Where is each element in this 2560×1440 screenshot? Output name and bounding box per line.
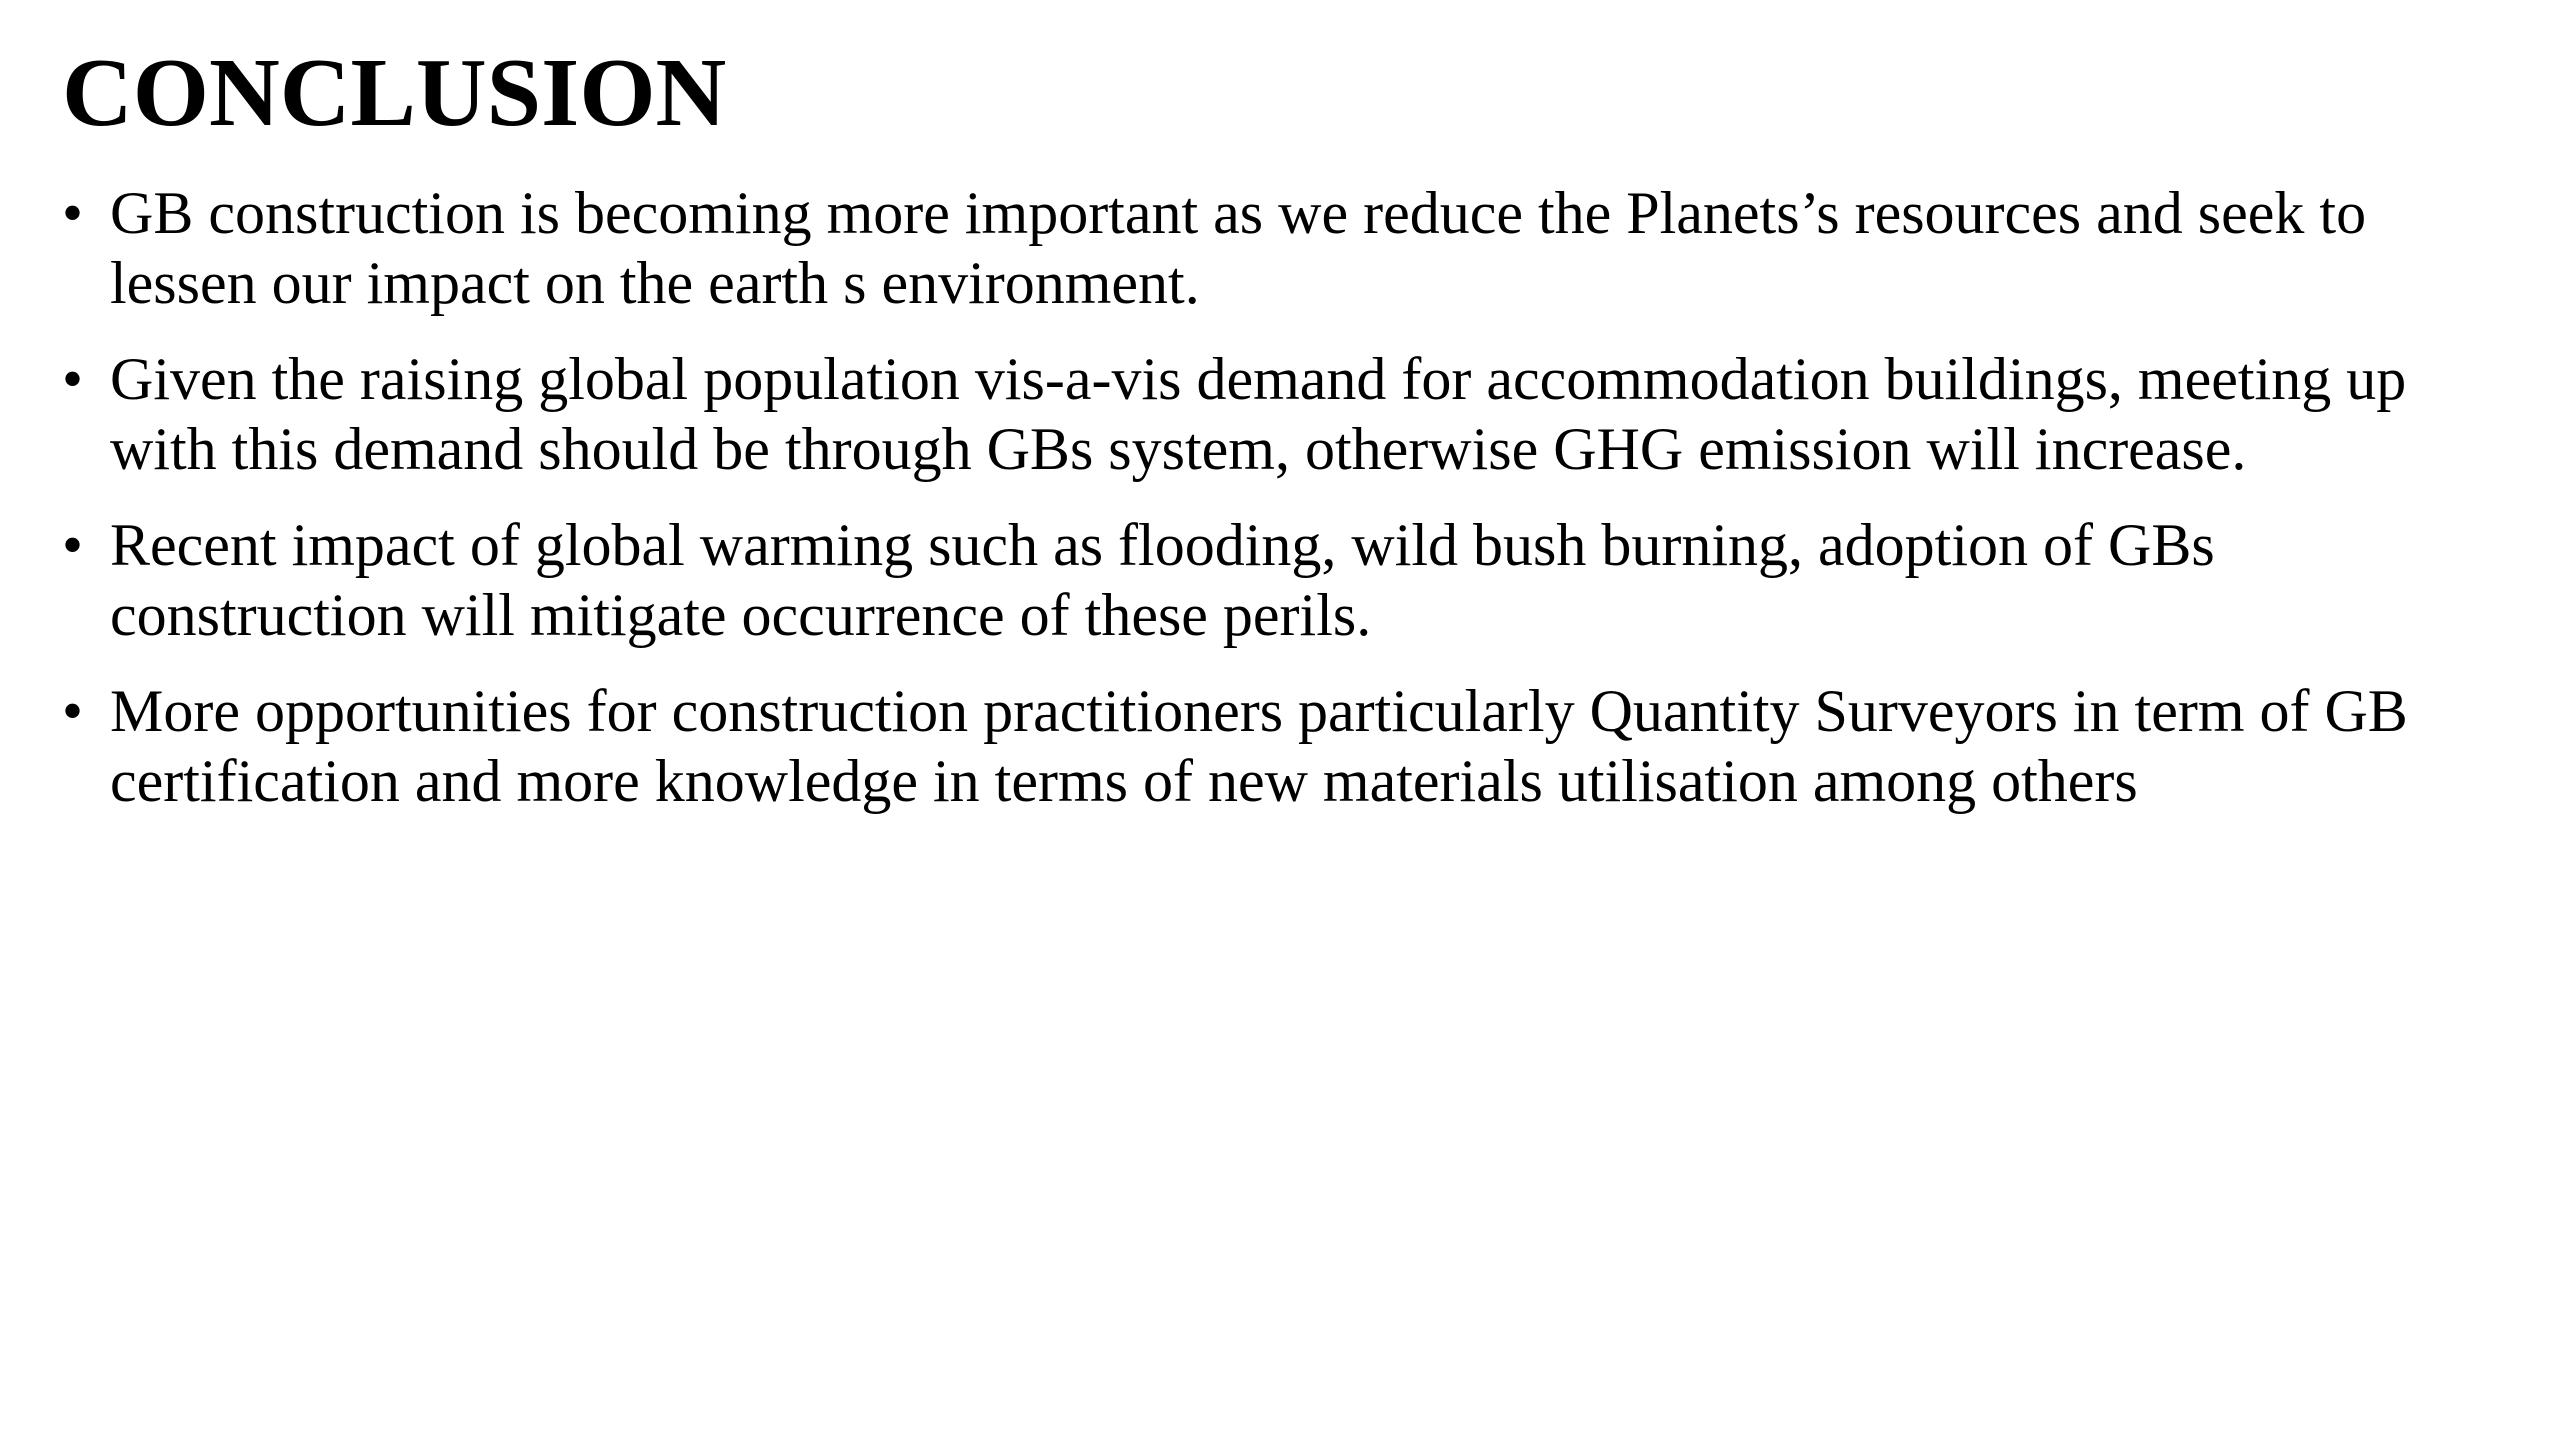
- list-item: [62, 344, 2462, 484]
- list-item: [62, 510, 2462, 650]
- bullet-text: Given the raising global population vis-a-vis demand for accommodation buildings, meeting up with this demand should be through GBs system, otherwise GHG emission will increase.: [110, 346, 2407, 482]
- bullet-icon: •: [62, 346, 84, 412]
- bullet-list: [62, 178, 2462, 842]
- list-item: [62, 676, 2462, 816]
- slide-title: CONCLUSION: [62, 39, 727, 147]
- bullet-icon: •: [62, 512, 84, 578]
- bullet-text: GB construction is becoming more important as we reduce the Planets’s resources and seek to lessen our impact on the earth s environment.: [110, 180, 2367, 316]
- bullet-icon: •: [62, 180, 84, 246]
- bullet-text: More opportunities for construction practitioners particularly Quantity Surveyors in term of GB certification and more knowledge in terms of new materials utilisation among others: [110, 678, 2408, 814]
- list-item: [62, 178, 2462, 318]
- bullet-text: Recent impact of global warming such as flooding, wild bush burning, adoption of GBs construction will mitigate occurrence of these perils.: [110, 512, 2215, 648]
- bullet-icon: •: [62, 678, 84, 744]
